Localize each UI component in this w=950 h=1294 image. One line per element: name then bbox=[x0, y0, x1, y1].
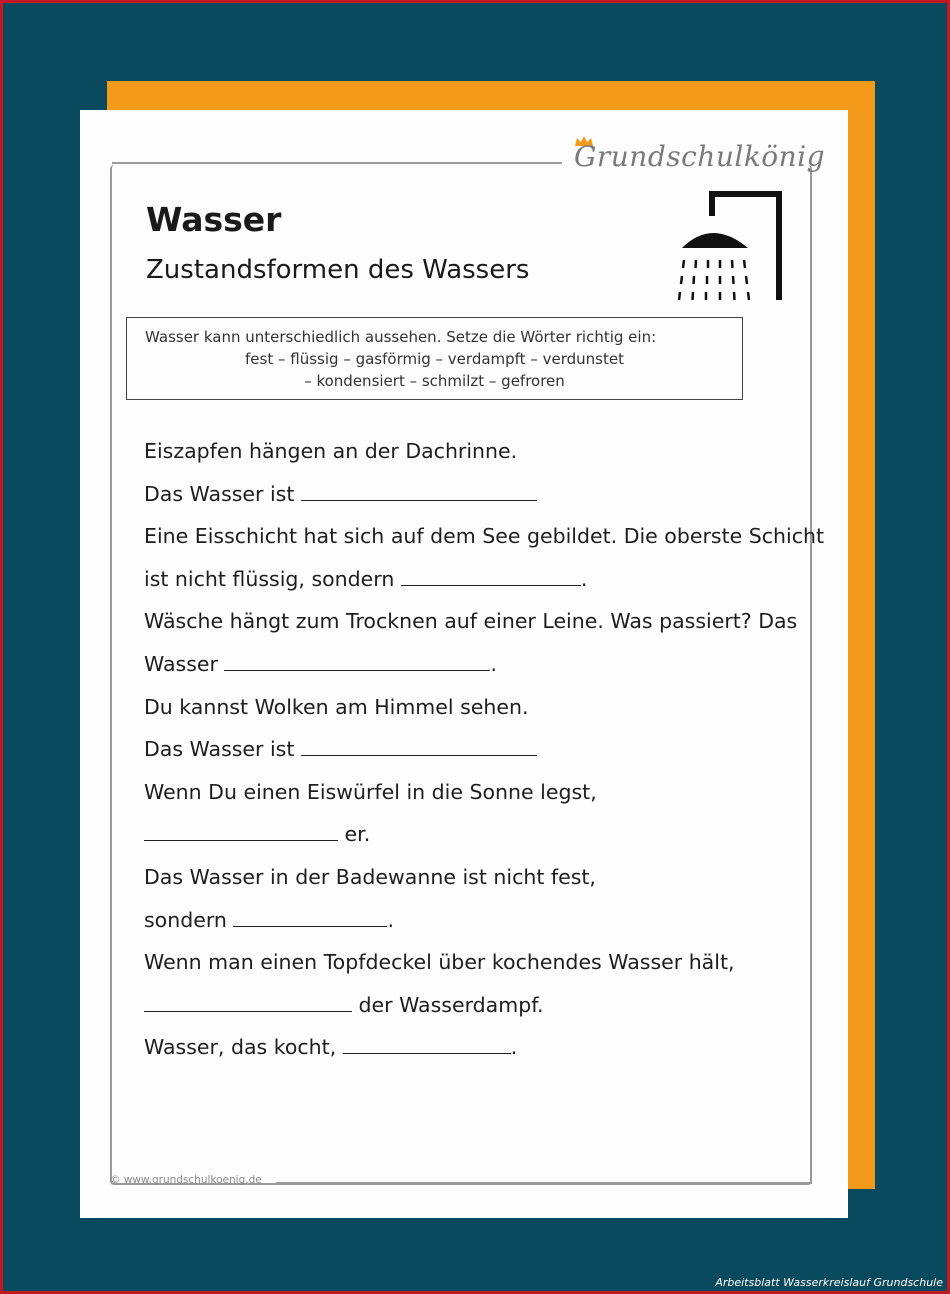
exercise-text-span: er. bbox=[344, 822, 371, 847]
answer-blank[interactable] bbox=[144, 993, 352, 1012]
exercise-line bbox=[144, 517, 825, 560]
footer-line bbox=[276, 1182, 812, 1184]
exercise-text-span: der Wasserdampf. bbox=[358, 992, 544, 1017]
exercise-line bbox=[144, 560, 784, 603]
answer-blank[interactable] bbox=[144, 822, 338, 841]
exercise-text-span: Das Wasser ist bbox=[144, 737, 295, 762]
frame-top-line bbox=[112, 162, 562, 164]
exercise-line bbox=[144, 1028, 784, 1071]
instruction-box bbox=[126, 317, 743, 400]
exercise-line bbox=[144, 773, 784, 816]
exercise-line bbox=[144, 943, 784, 986]
worksheet-title: Wasser bbox=[146, 200, 282, 239]
footer-copyright: © www.grundschulkoenig.de bbox=[110, 1174, 262, 1186]
exercise-text-span: Das Wasser ist bbox=[144, 481, 295, 506]
exercise-text-span: Wenn Du einen Eiswürfel in die Sonne legst, bbox=[144, 779, 597, 804]
exercise-line bbox=[144, 432, 784, 475]
word-bank-line-1: fest – flüssig – gasförmig – verdampft – verdunstet bbox=[245, 350, 624, 368]
exercise-line bbox=[144, 645, 784, 688]
exercise-line bbox=[144, 730, 784, 773]
exercise-text-span: . bbox=[580, 566, 588, 591]
exercise-text-span: Eiszapfen hängen an der Dachrinne. bbox=[144, 439, 518, 463]
exercise-text-span: Wäsche hängt zum Trocknen auf einer Leine. Was passiert? Das bbox=[144, 609, 798, 634]
exercise-line bbox=[144, 858, 784, 901]
exercise-line bbox=[144, 901, 784, 944]
exercise-text-span: Wasser, das kocht, bbox=[144, 1035, 337, 1060]
image-caption: Arbeitsblatt Wasserkreislauf Grundschule bbox=[715, 1276, 943, 1289]
answer-blank[interactable] bbox=[301, 482, 537, 501]
exercise-text-span: Das Wasser in der Badewanne ist nicht fest, bbox=[144, 864, 596, 889]
exercise-text bbox=[144, 432, 825, 1071]
answer-blank[interactable] bbox=[401, 567, 581, 586]
exercise-text-span: Wasser bbox=[144, 651, 218, 676]
answer-blank[interactable] bbox=[301, 737, 537, 756]
answer-blank[interactable] bbox=[224, 652, 490, 671]
word-bank-line-2: – kondensiert – schmilzt – gefroren bbox=[304, 372, 565, 390]
exercise-line bbox=[144, 475, 784, 518]
exercise-text-span: . bbox=[510, 1035, 518, 1060]
shower-icon bbox=[674, 188, 790, 306]
exercise-text-span: Eine Eisschicht hat sich auf dem See gebildet. Die oberste Schicht bbox=[144, 524, 825, 549]
exercise-text-span: sondern bbox=[144, 907, 227, 932]
exercise-text-span: Wenn man einen Topfdeckel über kochendes Wasser hält, bbox=[144, 950, 735, 975]
exercise-line bbox=[144, 688, 784, 731]
worksheet bbox=[80, 110, 848, 1218]
exercise-line bbox=[144, 815, 784, 858]
answer-blank[interactable] bbox=[343, 1035, 511, 1054]
exercise-line bbox=[144, 986, 784, 1029]
exercise-text-span: Du kannst Wolken am Himmel sehen. bbox=[144, 694, 529, 719]
answer-blank[interactable] bbox=[233, 908, 387, 927]
exercise-line bbox=[144, 602, 798, 645]
exercise-text-span: . bbox=[387, 907, 394, 932]
exercise-text-span: . bbox=[490, 651, 497, 676]
brand-logo: Grundschulkönig bbox=[574, 140, 826, 173]
worksheet-subtitle: Zustandsformen des Wassers bbox=[146, 255, 530, 285]
instruction-text: Wasser kann unterschiedlich aussehen. Setze die Wörter richtig ein: bbox=[145, 328, 657, 346]
exercise-text-span: ist nicht flüssig, sondern bbox=[144, 566, 395, 591]
